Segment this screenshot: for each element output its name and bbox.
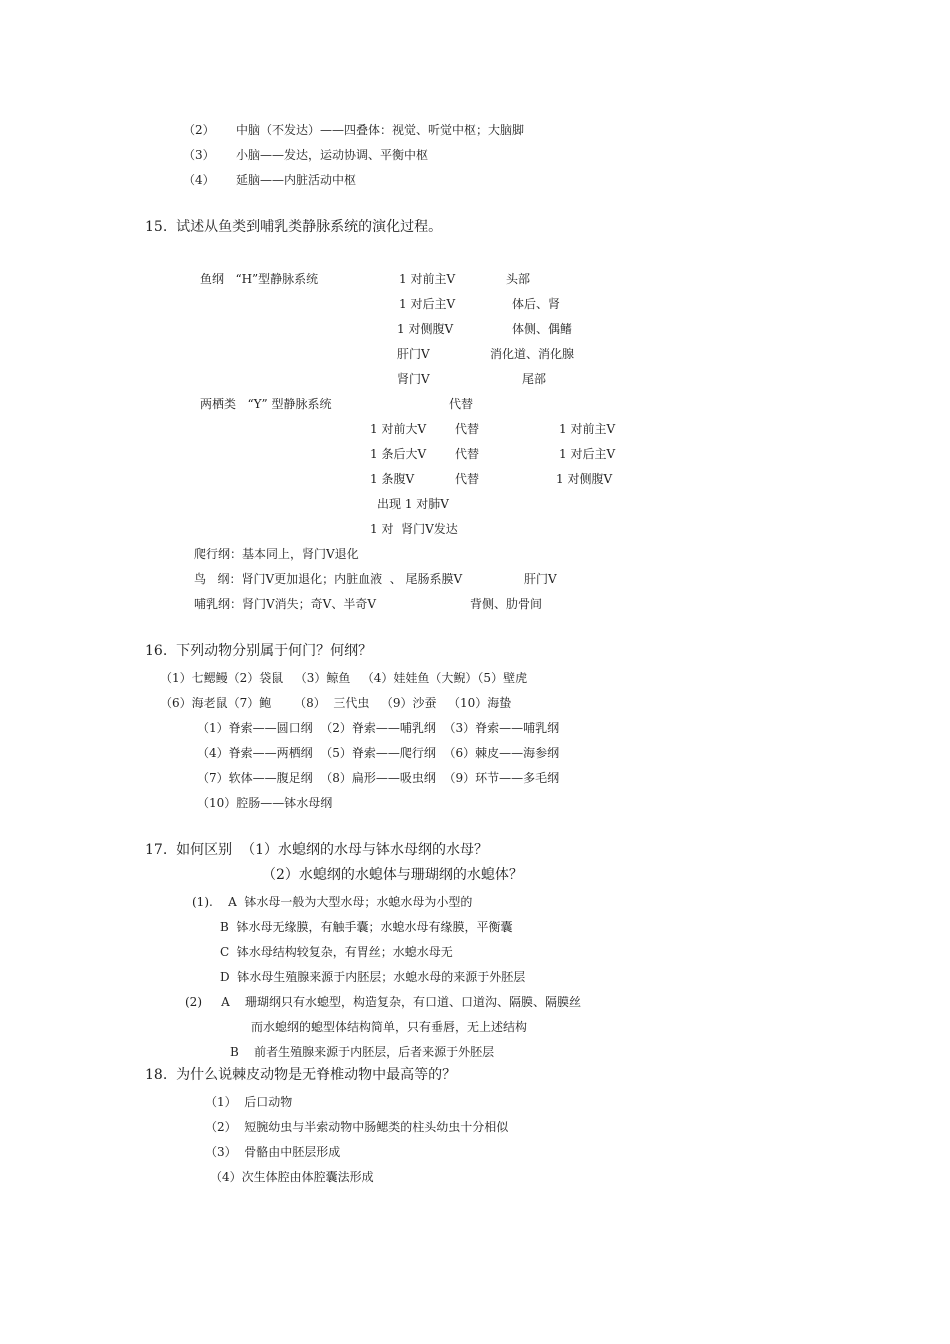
amphibian-rel: 代替	[455, 472, 480, 486]
question-18-title: 18. 为什么说棘皮动物是无脊椎动物中最高等的？	[145, 1067, 457, 1083]
fish-vein: 1 对前主Ⅴ	[399, 272, 456, 286]
amphibian-vein: 1 条腹Ⅴ	[370, 472, 415, 486]
question-17-subtitle: （2）水螅纲的水螅体与珊瑚纲的水螅体？	[262, 867, 523, 883]
answer-line: B 钵水母无缘膜，有触手囊；水螅水母有缘膜，平衡囊	[220, 920, 513, 934]
classification-answer: （4）脊索——两栖纲 （5）脊索——爬行纲 （6）棘皮——海参纲	[197, 746, 560, 760]
bird-line: 鸟 纲：肾门Ⅴ更加退化；内脏血液 、 尾肠系膜Ⅴ	[194, 572, 463, 586]
fish-region: 消化道、消化腺	[490, 347, 575, 361]
amphibian-old: 1 对侧腹Ⅴ	[556, 472, 613, 486]
brain-item-text: 中脑（不发达）——四叠体：视觉、听觉中枢；大脑脚	[236, 123, 525, 137]
answer-item: （3） 骨骼由中胚层形成	[205, 1145, 341, 1159]
amphibian-lung: 出现 1 对肺Ⅴ	[377, 497, 449, 511]
amphibian-label: 两栖类 “Y” 型静脉系统	[200, 397, 332, 411]
answer-line: C 钵水母结构较复杂，有胃丝；水螅水母无	[220, 945, 453, 959]
answer-item: （4）次生体腔由体腔囊法形成	[210, 1170, 374, 1184]
brain-item-text: 延脑——内脏活动中枢	[236, 173, 357, 187]
brain-item-num: （4）	[183, 173, 215, 187]
amphibian-vein: 1 对前大Ⅴ	[370, 422, 427, 436]
answer-line: D 钵水母生殖腺来源于内胚层；水螅水母的来源于外胚层	[220, 970, 526, 984]
answer-line: (2) A 珊瑚纲只有水螅型，构造复杂，有口道、口道沟、隔膜、隔膜丝	[185, 995, 581, 1009]
bird-target: 肝门Ⅴ	[524, 572, 557, 586]
animal-list: （6）海老鼠（7）鲍 （8） 三代虫 （9）沙蚕 （10）海蛰	[160, 696, 512, 710]
question-15-title: 15. 试述从鱼类到哺乳类静脉系统的演化过程。	[145, 219, 443, 235]
answer-line: (1). A 钵水母一般为大型水母；水螅水母为小型的	[192, 895, 473, 909]
reptile-line: 爬行纲：基本同上，肾门Ⅴ退化	[194, 547, 359, 561]
fish-vein: 肾门Ⅴ	[397, 372, 430, 386]
answer-item: （1） 后口动物	[205, 1095, 293, 1109]
amphibian-header: 代替	[449, 397, 474, 411]
question-16-title: 16. 下列动物分别属于何门？何纲？	[145, 643, 373, 659]
fish-vein: 肝门Ⅴ	[397, 347, 430, 361]
fish-region: 头部	[506, 272, 531, 286]
amphibian-rel: 代替	[455, 447, 480, 461]
amphibian-old: 1 对后主Ⅴ	[559, 447, 616, 461]
amphibian-vein: 1 条后大Ⅴ	[370, 447, 427, 461]
question-17-title: 17. 如何区别 （1）水螅纲的水母与钵水母纲的水母？	[145, 842, 488, 858]
mammal-target: 背侧、肋骨间	[470, 597, 543, 611]
fish-vein: 1 对后主Ⅴ	[399, 297, 456, 311]
brain-item-text: 小脑——发达，运动协调、平衡中枢	[236, 148, 429, 162]
fish-label: 鱼纲 “H”型静脉系统	[200, 272, 319, 286]
fish-region: 体后、肾	[512, 297, 561, 311]
answer-line: B 前者生殖腺来源于内胚层，后者来源于外胚层	[230, 1045, 495, 1059]
animal-list: （1）七鳃鳗（2）袋鼠 （3）鲸鱼 （4）娃娃鱼（大鲵）（5）壁虎	[160, 671, 528, 685]
classification-answer: （7）软体——腹足纲 （8）扁形——吸虫纲 （9）环节——多毛纲	[197, 771, 560, 785]
brain-item-num: （3）	[183, 148, 215, 162]
classification-answer: （10）腔肠——钵水母纲	[197, 796, 333, 810]
answer-item: （2） 短腕幼虫与半索动物中肠鳃类的柱头幼虫十分相似	[205, 1120, 509, 1134]
mammal-line: 哺乳纲：肾门Ⅴ消失；奇Ⅴ、半奇Ⅴ	[194, 597, 376, 611]
answer-line: 而水螅纲的螅型体结构简单，只有垂唇，无上述结构	[251, 1020, 528, 1034]
amphibian-renal: 1 对 肾门Ⅴ发达	[370, 522, 458, 536]
classification-answer: （1）脊索——圆口纲 （2）脊索——哺乳纲 （3）脊索——哺乳纲	[197, 721, 560, 735]
brain-item-num: （2）	[183, 123, 215, 137]
amphibian-rel: 代替	[455, 422, 480, 436]
fish-vein: 1 对侧腹Ⅴ	[397, 322, 454, 336]
fish-region: 体侧、偶鳍	[512, 322, 573, 336]
fish-region: 尾部	[522, 372, 547, 386]
amphibian-old: 1 对前主Ⅴ	[559, 422, 616, 436]
